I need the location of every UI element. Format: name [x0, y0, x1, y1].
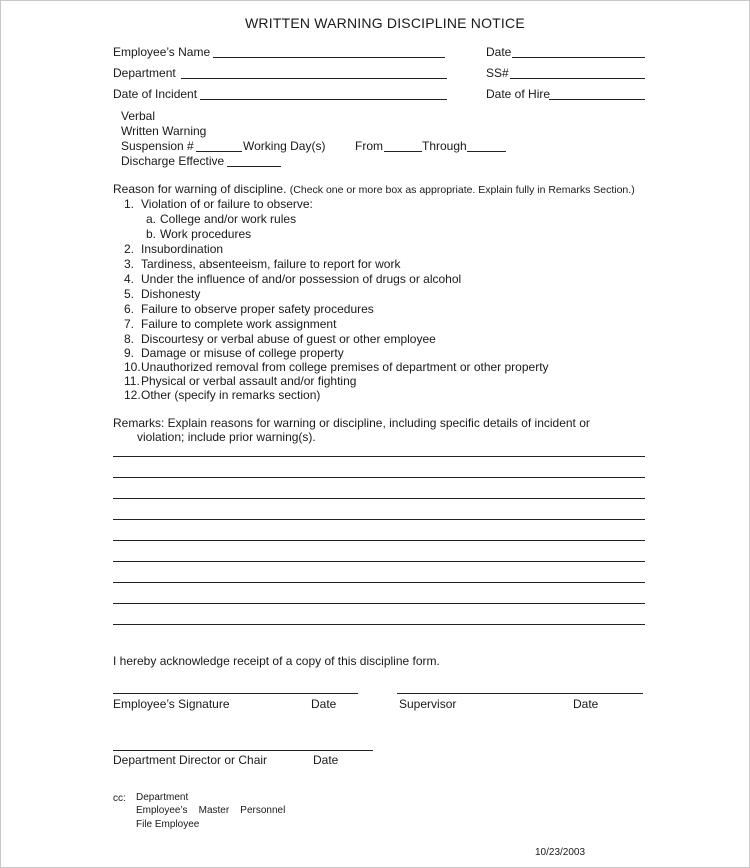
remarks-line[interactable] — [113, 603, 645, 604]
department-field[interactable] — [181, 78, 447, 79]
department-label: Department — [113, 66, 176, 80]
reason-note: (Check one or more box as appropriate. Explain fully in Remarks Section.) — [289, 184, 635, 196]
supervisor-signature-line[interactable] — [397, 693, 643, 694]
remarks-label-line2: violation; include prior warning(s). — [137, 430, 316, 444]
reason-item-8-text: Discourtesy or verbal abuse of guest or other employee — [141, 332, 436, 346]
date-of-incident-label: Date of Incident — [113, 87, 198, 101]
discharge-effective-label: Discharge Effective — [121, 154, 225, 168]
department-director-label: Department Director or Chair — [113, 753, 268, 767]
reason-item-5-num: 5. — [124, 287, 135, 301]
employee-date-label: Date — [311, 697, 337, 711]
date-field[interactable] — [512, 57, 645, 58]
date-of-hire-label: Date of Hire — [486, 87, 551, 101]
employee-signature-label: Employee’s Signature — [113, 697, 230, 711]
department-director-date-label: Date — [313, 753, 339, 767]
written-warning-label: Written Warning — [121, 124, 207, 138]
date-of-incident-field[interactable] — [200, 99, 447, 100]
reason-item-1a-text: College and/or work rules — [160, 212, 297, 226]
supervisor-date-label: Date — [573, 697, 599, 711]
reason-item-1b-num: b. — [146, 227, 157, 241]
from-field[interactable] — [384, 151, 422, 152]
remarks-line[interactable] — [113, 582, 645, 583]
reason-heading — [113, 182, 635, 197]
date-of-hire-field[interactable] — [549, 99, 645, 100]
reason-item-8-num: 8. — [124, 332, 135, 346]
reason-item-1b-text: Work procedures — [160, 227, 252, 241]
cc-line-2: Employee’s Master Personnel — [136, 805, 286, 816]
working-days-label: Working Day(s) — [243, 139, 326, 153]
acknowledgement-text: I hereby acknowledge receipt of a copy of this discipline form. — [113, 654, 440, 668]
from-label: From — [355, 139, 383, 153]
employee-signature-line[interactable] — [113, 693, 358, 694]
reason-item-5-text: Dishonesty — [141, 287, 201, 301]
reason-item-1-num: 1. — [124, 197, 135, 211]
reason-item-11-num: 11. — [124, 374, 140, 388]
reason-item-4-num: 4. — [124, 272, 135, 286]
department-director-signature-line[interactable] — [113, 750, 373, 751]
reason-item-10-num: 10. — [124, 360, 141, 374]
remarks-line[interactable] — [113, 519, 645, 520]
remarks-line[interactable] — [113, 477, 645, 478]
suspension-number-field[interactable] — [196, 151, 242, 152]
reason-item-10-text: Unauthorized removal from college premises of department or other property — [141, 360, 549, 374]
reason-item-7-text: Failure to complete work assignment — [141, 317, 337, 331]
reason-item-4-text: Under the influence of and/or possession of drugs or alcohol — [141, 272, 462, 286]
suspension-label: Suspension # — [121, 139, 194, 153]
reason-item-6-text: Failure to observe proper safety procedures — [141, 302, 374, 316]
verbal-label: Verbal — [121, 109, 156, 123]
form-title: WRITTEN WARNING DISCIPLINE NOTICE — [245, 15, 525, 31]
remarks-line[interactable] — [113, 561, 645, 562]
reason-item-1a-num: a. — [146, 212, 157, 226]
remarks-label-line1: Remarks: Explain reasons for warning or discipline, including specific details of incident or — [113, 416, 590, 430]
ss-label: SS# — [486, 66, 509, 80]
reason-item-9-num: 9. — [124, 346, 135, 360]
date-label: Date — [486, 45, 512, 59]
footer-date: 10/23/2003 — [535, 847, 586, 858]
through-label: Through — [422, 139, 467, 153]
reason-item-1-text: Violation of or failure to observe: — [141, 197, 313, 211]
employee-name-field[interactable] — [213, 57, 445, 58]
through-field[interactable] — [467, 151, 506, 152]
reason-item-2-num: 2. — [124, 242, 135, 256]
employee-name-label: Employee’s Name — [113, 45, 211, 59]
discharge-effective-field[interactable] — [227, 166, 281, 167]
reason-item-9-text: Damage or misuse of college property — [141, 346, 344, 360]
cc-line-1: Department — [136, 792, 189, 803]
reason-item-7-num: 7. — [124, 317, 135, 331]
reason-item-11-text: Physical or verbal assault and/or fighting — [141, 374, 357, 388]
reason-heading-text: Reason for warning of discipline. — [113, 182, 287, 196]
reason-item-3-text: Tardiness, absenteeism, failure to report for work — [141, 257, 401, 271]
remarks-line[interactable] — [113, 624, 645, 625]
reason-item-2-text: Insubordination — [141, 242, 224, 256]
reason-item-12-text: Other (specify in remarks section) — [141, 388, 321, 402]
reason-item-3-num: 3. — [124, 257, 135, 271]
remarks-line[interactable] — [113, 498, 645, 499]
ss-field[interactable] — [510, 78, 645, 79]
supervisor-label: Supervisor — [399, 697, 457, 711]
reason-item-6-num: 6. — [124, 302, 135, 316]
cc-line-3: File Employee — [136, 819, 200, 830]
remarks-line[interactable] — [113, 540, 645, 541]
remarks-line[interactable] — [113, 456, 645, 457]
reason-item-12-num: 12. — [124, 388, 141, 402]
cc-label: cc: — [113, 793, 126, 804]
